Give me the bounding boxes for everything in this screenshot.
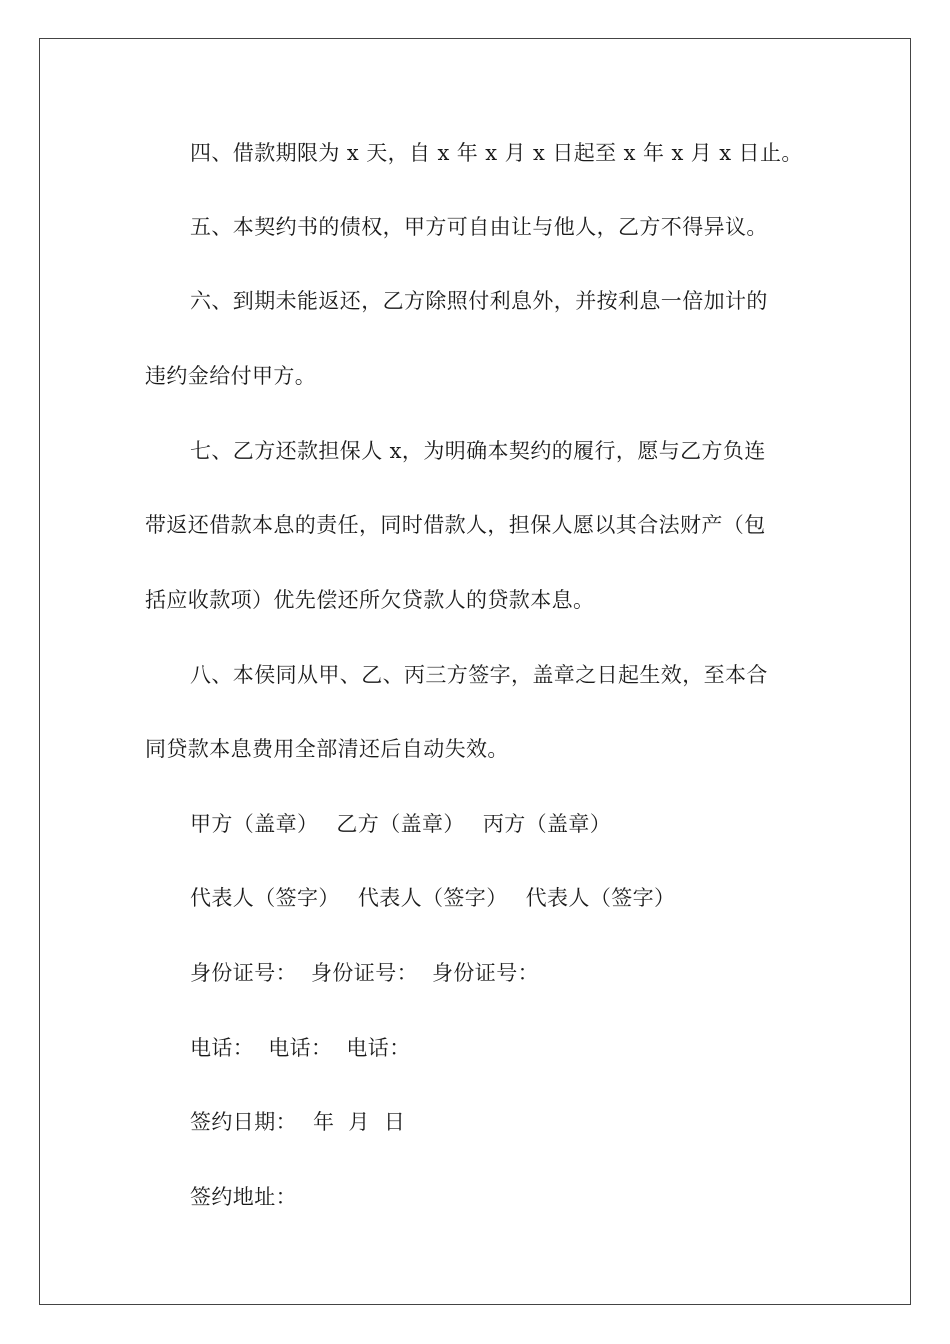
party-b-representative: 代表人（签字） bbox=[357, 886, 508, 910]
party-c-phone: 电话： bbox=[346, 1036, 411, 1060]
party-a-phone: 电话： bbox=[190, 1036, 255, 1060]
clause-5: 五、本契约书的债权，甲方可自由让与他人，乙方不得异议。 bbox=[190, 215, 768, 239]
date-year: 年 bbox=[313, 1110, 335, 1134]
clause-7: 七、乙方还款担保人 x，为明确本契约的履行，愿与乙方负连 bbox=[190, 439, 766, 463]
signing-date-row bbox=[190, 1107, 405, 1137]
party-a-id-number: 身份证号： bbox=[190, 961, 297, 985]
party-a-representative: 代表人（签字） bbox=[190, 886, 340, 910]
party-b-id-number: 身份证号： bbox=[311, 961, 418, 985]
clause-7-continued-2: 括应收款项）优先偿还所欠贷款人的贷款本息。 bbox=[145, 588, 595, 612]
representative-row bbox=[190, 883, 675, 913]
clause-4: 四、借款期限为 x 天，自 x 年 x 月 x 日起至 x 年 x 月 x 日止。 bbox=[190, 141, 803, 165]
clause-7-continued-1: 带返还借款本息的责任，同时借款人，担保人愿以其合法财产（包 bbox=[145, 513, 766, 537]
signing-address-row bbox=[190, 1182, 297, 1212]
party-b-seal: 乙方（盖章） bbox=[336, 812, 465, 836]
date-day: 日 bbox=[383, 1110, 406, 1134]
seal-row bbox=[190, 809, 611, 839]
party-c-id-number: 身份证号： bbox=[432, 961, 539, 985]
clause-6-continued: 违约金给付甲方。 bbox=[145, 364, 317, 388]
party-c-seal: 丙方（盖章） bbox=[482, 812, 612, 836]
clause-6: 六、到期未能返还，乙方除照付利息外，并按利息一倍加计的 bbox=[190, 289, 768, 313]
signing-date-label: 签约日期： bbox=[190, 1110, 297, 1134]
id-number-row bbox=[190, 958, 539, 988]
signing-address-label: 签约地址： bbox=[190, 1185, 297, 1209]
party-b-phone: 电话： bbox=[268, 1036, 333, 1060]
clause-8: 八、本侯同从甲、乙、丙三方签字，盖章之日起生效，至本合 bbox=[190, 663, 768, 687]
clause-8-continued: 同贷款本息费用全部清还后自动失效。 bbox=[145, 737, 509, 761]
date-month: 月 bbox=[348, 1110, 370, 1134]
phone-row bbox=[190, 1033, 411, 1063]
party-c-representative: 代表人（签字） bbox=[525, 886, 676, 910]
party-a-seal: 甲方（盖章） bbox=[190, 812, 319, 836]
